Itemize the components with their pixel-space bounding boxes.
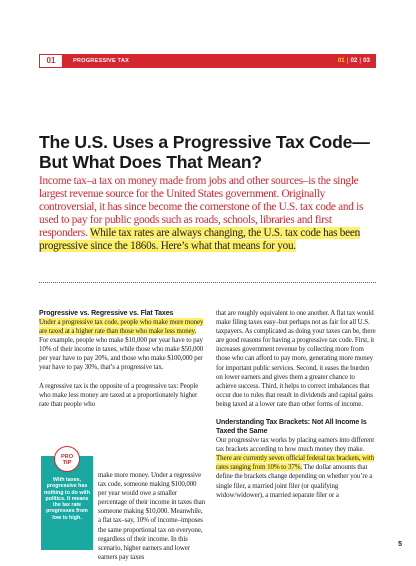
lede-highlight: While tax rates are always changing, the U.S. tax code has been progressive since the 1860s. Here’s what that means for you. [39,227,360,253]
page-indicator-separator: | [359,57,362,64]
pro-tip-badge-line2: TIP [62,460,72,466]
section-title: PROGRESSIVE TAX [73,58,130,64]
subhead-tax-types: Progressive vs. Regressive vs. Flat Taxes [39,310,174,317]
paragraph-regressive: A regressive tax is the opposite of a progressive tax: People who make less money are taxed at a proportionately higher rate than people who [39,381,199,408]
lede-text: Income tax–a tax on money made from jobs and other sources–is the single largest revenue source for the United States government. Originally controversial, it has since become the cornerstone of the U.S. tax code and is used to pay for public goods such as roads, schools, libraries and first responders. [39,175,364,240]
progressive-example: For example, people who make $10,000 per year have to pay 10% of their income in taxes, while those who make $50,000 per year have to pay 20%, and those who make $100,000 per year have to pay 30%, that’s a progressive tax. [39,336,204,372]
page-indicator [338,54,370,68]
right-column [216,309,376,500]
brackets-detail: The dollar amounts that define the brackets change depending on whether you’re a single filer, a married joint filer (or qualifying widow/widower), a married separate filer or a [216,463,373,499]
page-indicator-current[interactable]: 01 [337,57,345,64]
pro-tip-text: With taxes, progressive has nothing to do with politics. It means the tax rate progresses from low to high. [44,477,90,521]
paragraph-regressive-continued: make more money. Under a regressive tax code, someone making $100,000 per year would owe a smaller percentage of their income in taxes than someone making $10,000. Meanwhile, a flat tax–say, 10% of income–imposes the same proportional tax on everyone, regardless of their income. In this scenario, higher earners and lower earners pay taxes [98,470,205,561]
article-title: The U.S. Uses a Progressive Tax Code—But What Does That Mean? [39,132,370,172]
pro-tip-callout [41,446,93,550]
pro-tip-badge [54,446,80,472]
progressive-highlight: Under a progressive tax code, people who make more money are taxed at a higher rate than those who make less money. [39,318,204,336]
section-divider [39,282,376,283]
page-number: 5 [398,541,402,548]
paragraph-flat-tax: that are roughly equivalent to one another. A flat tax would make filing taxes easy–but perhaps not as fair for all U.S. taxpayers. As complicated as doing your taxes can be, there are good reasons for having a progressive tax code. First, it increases government revenue by collecting more from those who can afford to pay more, generating more money for important public services. Second, it eases the burden on lower earners and gives them a greater chance to achieve success. Third, it helps to correct imbalances that occur due to rules that result in dividends and capital gains being taxed at a lower rate than other forms of income. [216,309,376,408]
article-lede [39,175,379,254]
left-column [39,309,205,409]
pro-tip-badge-line1: PRO [60,454,74,460]
page-indicator-item[interactable]: 02 [350,57,358,64]
brackets-highlight: There are currently seven official federal tax brackets, with rates ranging from 10% to 37%. [216,454,375,472]
section-header-bar [39,54,376,68]
paragraph-tax-brackets [216,436,376,500]
subhead-tax-brackets: Understanding Tax Brackets: Not All Income Is Taxed the Same [216,419,367,436]
section-number: 01 [39,54,63,68]
paragraph-progressive [39,318,205,373]
page-indicator-item[interactable]: 03 [363,57,370,64]
brackets-intro: Our progressive tax works by placing earners into different tax brackets according to how much money they make. [216,436,375,454]
page-indicator-separator: | [346,57,349,64]
